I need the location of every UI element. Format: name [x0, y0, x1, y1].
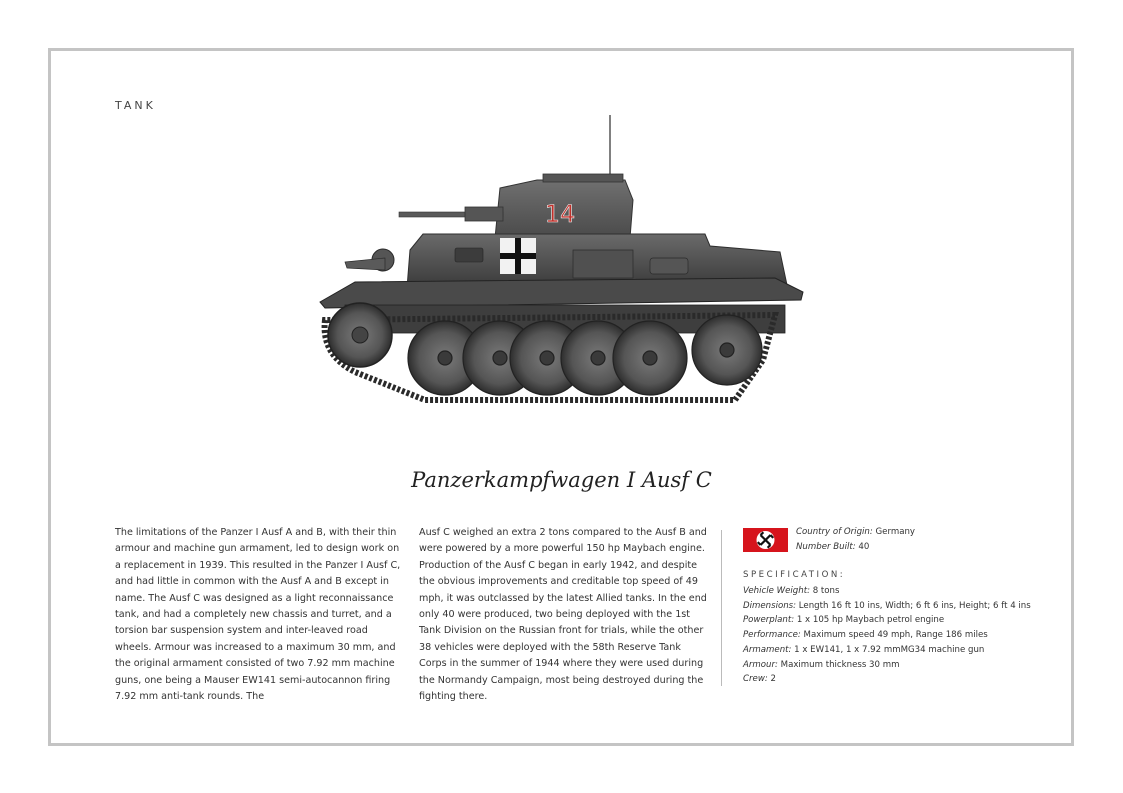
spec-label: Armament:	[743, 644, 792, 655]
turret-number: 14	[544, 200, 576, 228]
balkenkreuz	[500, 238, 536, 274]
spec-label: Vehicle Weight:	[743, 586, 810, 596]
drive-sprocket	[328, 303, 392, 367]
spec-label: Armour:	[743, 659, 778, 670]
spec-value: 8 tons	[812, 586, 840, 596]
hatch	[543, 174, 623, 182]
spec-item-weight	[743, 584, 1031, 599]
origin-country-label: Country of Origin:	[796, 527, 873, 537]
gun-mantlet	[465, 207, 503, 221]
spec-item-dimensions	[743, 599, 1031, 614]
origin-country	[796, 525, 915, 540]
spec-value: 1 x EW141, 1 x 7.92 mmMG34 machine gun	[794, 644, 985, 655]
description-column-2: Ausf C weighed an extra 2 tons compared to the Ausf B and were powered by a more powerful 150 hp Maybach engine. Production of the Ausf C began in early 1942, and despite the obvious improvements and creditable top speed of 49 mph, it was outclassed by the latest Allied tanks. In the end only 40 were produced, two being deployed with the 1st Tank Division on the Russian front for trials, while the other 38 vehicles were deployed with the 58th Reserve Tank Corps in the summer of 1944 where they were used during the Normandy Campaign, most being destroyed during the fighting there.	[419, 527, 707, 703]
number-built-value: 40	[858, 541, 870, 552]
spec-value: Maximum speed 49 mph, Range 186 miles	[803, 630, 988, 641]
country-flag-icon	[743, 528, 788, 552]
number-built-label: Number Built:	[796, 541, 856, 552]
fender	[320, 278, 803, 308]
origin-built	[796, 540, 915, 555]
origin-block	[796, 525, 915, 554]
vehicle-title: Panzerkampfwagen I Ausf C	[411, 468, 712, 492]
description-column-1: The limitations of the Panzer I Ausf A and B, with their thin armour and machine gun armament, led to design work on a replacement in 1939. This resulted in the Panzer I Ausf C, and had little in common with the Ausf A and B except in name. The Ausf C was designed as a light reconnaissance tank, and had a completely new chassis and turret, and a torsion bar suspension system and inter-leaved road wheels. Armour was increased to a maximum 30 mm, and the original armament consisted of two 7.92 mm machine guns, one being a Mauser EW141 semi-autocannon firing 7.92 mm anti-tank rounds. The	[115, 527, 401, 703]
specification-heading: SPECIFICATION:	[743, 570, 846, 580]
spec-label: Dimensions:	[743, 600, 797, 611]
specification-list	[743, 584, 1031, 687]
spec-value: Maximum thickness 30 mm	[780, 659, 900, 670]
category-label: TANK	[115, 99, 156, 112]
road-wheels	[408, 315, 762, 395]
origin-country-value: Germany	[875, 527, 915, 537]
spec-item-crew	[743, 672, 1031, 687]
spec-label: Performance:	[743, 630, 801, 641]
tank-illustration	[315, 110, 810, 410]
spec-value: 1 x 105 hp Maybach petrol engine	[796, 615, 945, 626]
spec-item-powerplant	[743, 613, 1031, 628]
spec-value: 2	[770, 674, 776, 685]
spec-label: Crew:	[743, 674, 768, 685]
spec-item-armament	[743, 643, 1031, 658]
spec-item-performance	[743, 628, 1031, 643]
spec-value: Length 16 ft 10 ins, Width; 6 ft 6 ins, Height; 6 ft 4 ins	[798, 600, 1031, 611]
spec-item-armour	[743, 658, 1031, 673]
column-divider	[721, 530, 722, 686]
spec-label: Powerplant:	[743, 615, 795, 626]
